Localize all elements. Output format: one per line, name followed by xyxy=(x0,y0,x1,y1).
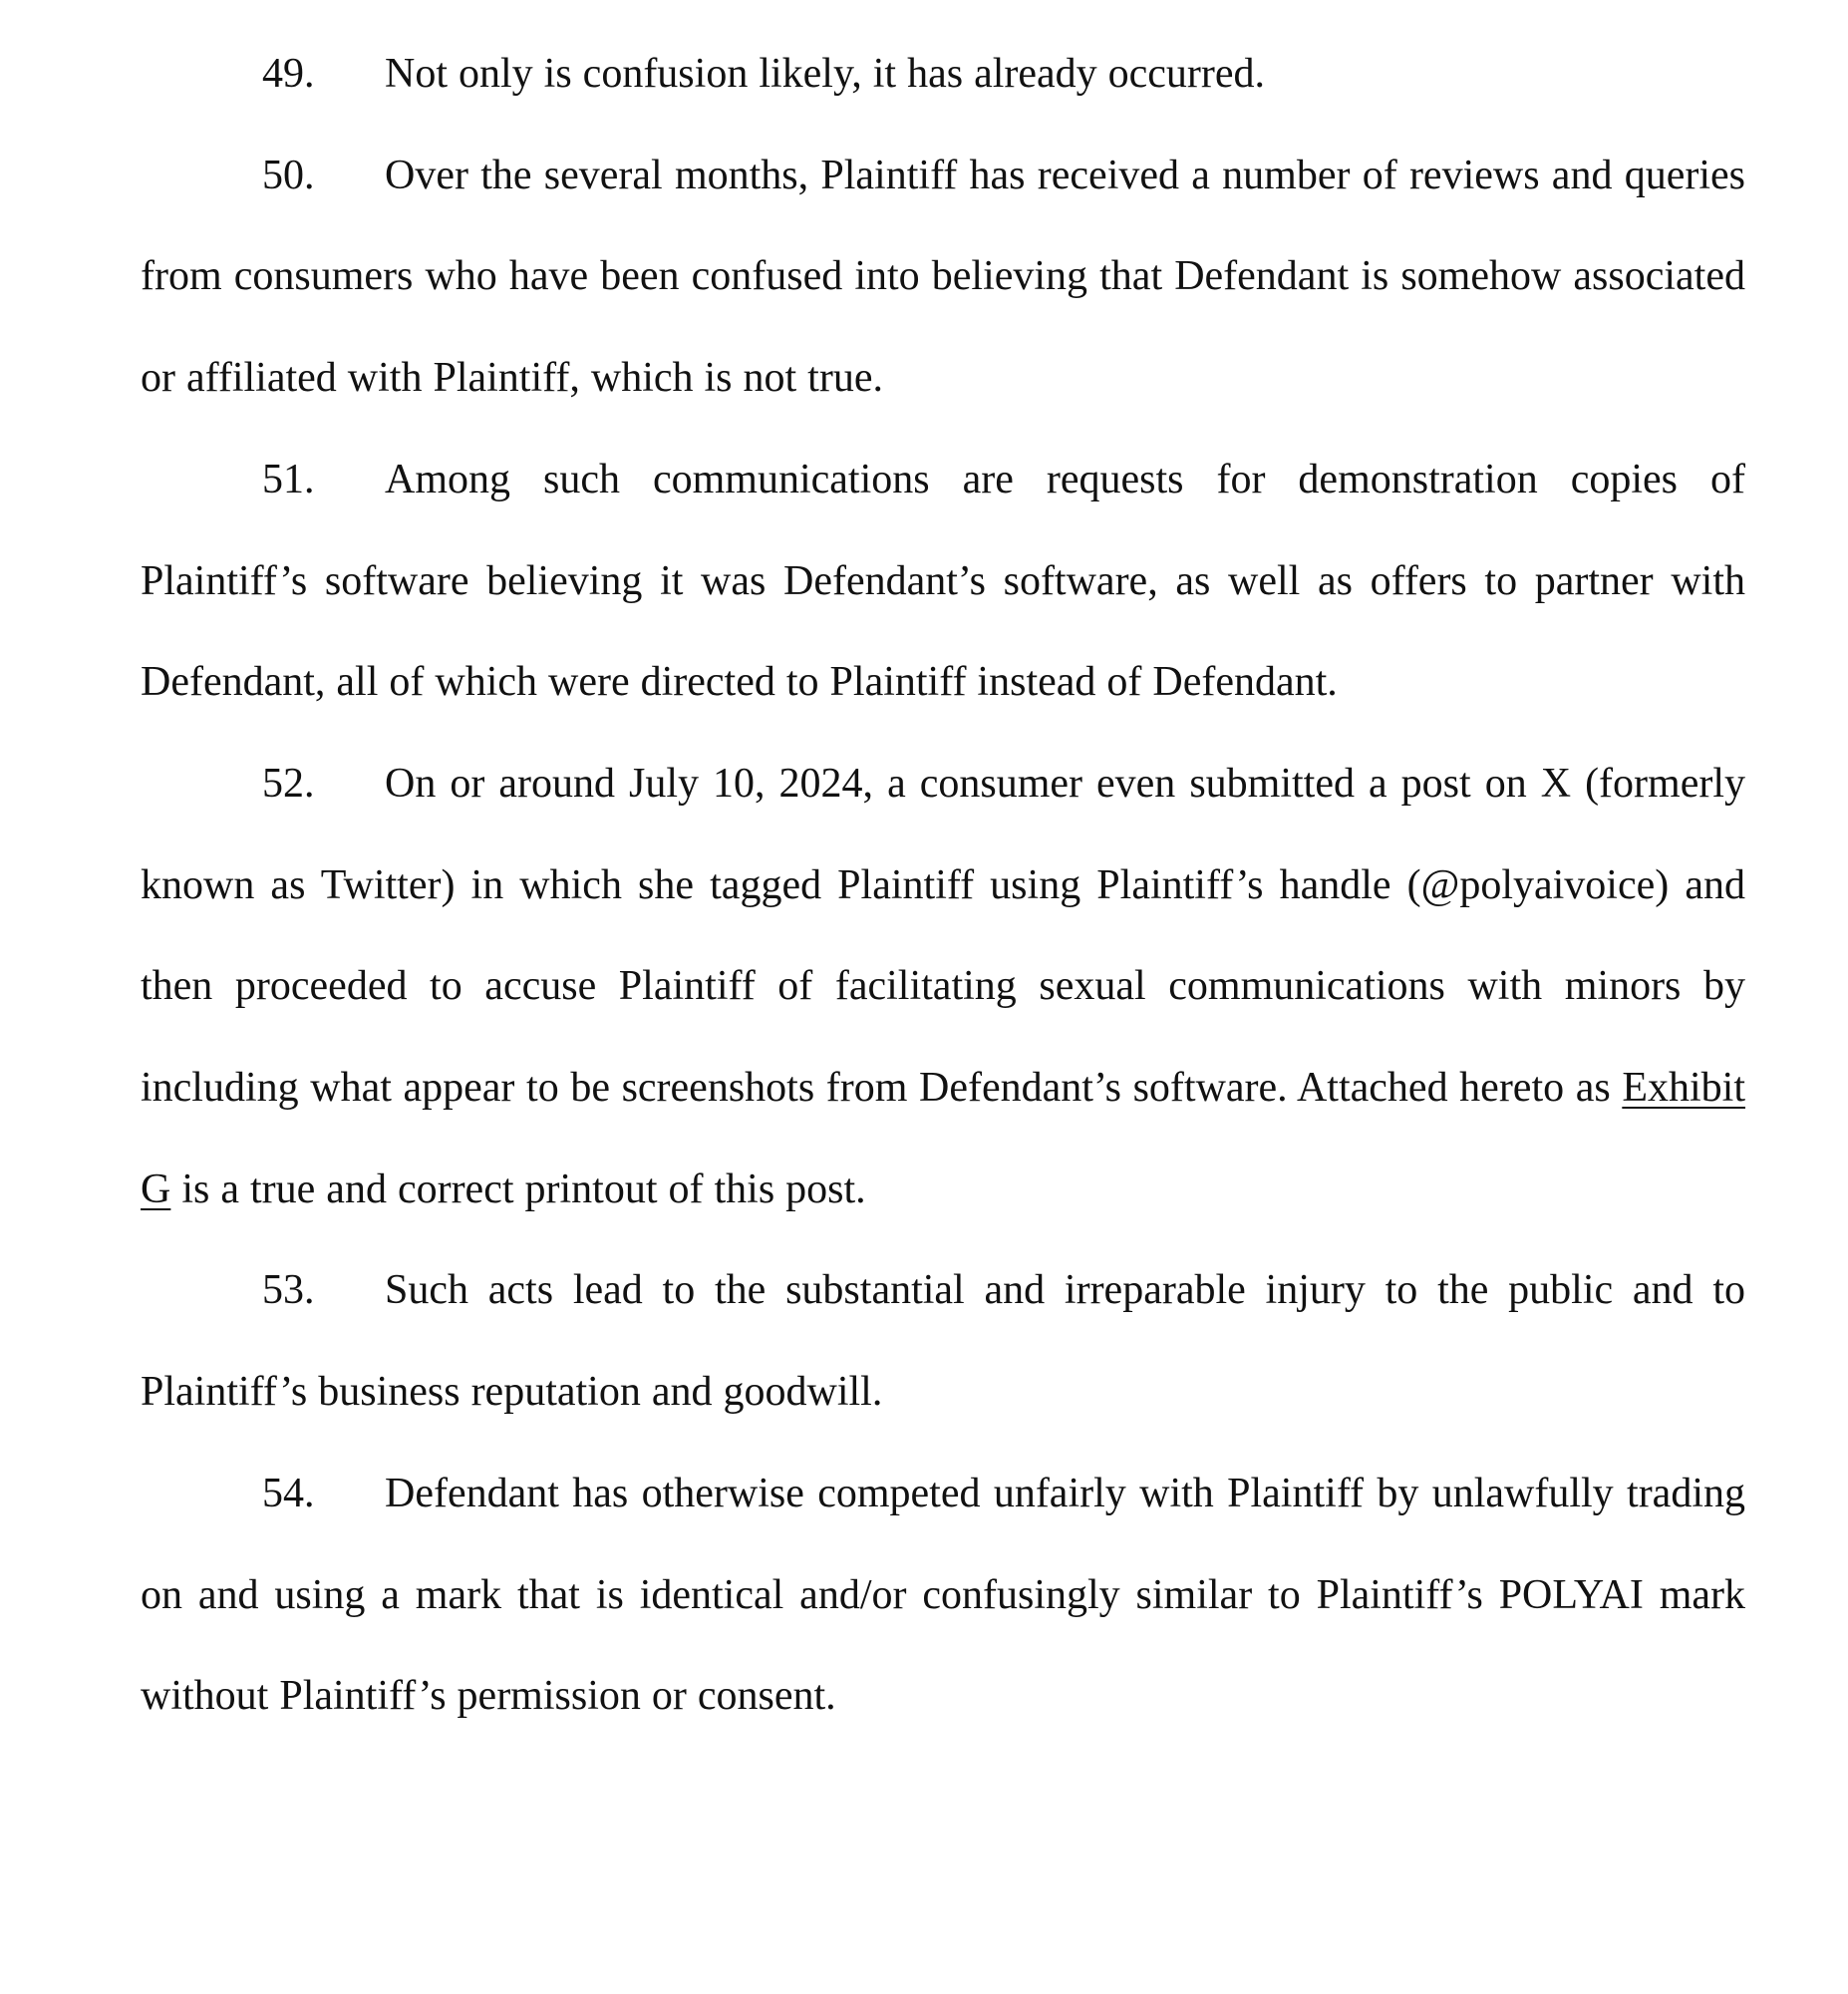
paragraph-text: Over the several months, Plaintiff has received a number of reviews and queries from consumers who have been confused into believing that Defendant is somehow associated or affiliated with Plaintiff, which is not true. xyxy=(141,152,1745,402)
paragraph-number: 52. xyxy=(262,760,315,807)
paragraph-50 xyxy=(141,126,1745,430)
paragraph-number: 51. xyxy=(262,456,315,502)
paragraph-51 xyxy=(141,430,1745,734)
paragraph-number: 49. xyxy=(262,51,315,97)
paragraph-text: Among such communications are requests for demonstration copies of Plaintiff’s software believing it was Defendant’s software, as well as offers to partner with Defendant, all of which were directed to Plaintiff instead of Defendant. xyxy=(141,456,1745,706)
paragraph-text: On or around July 10, 2024, a consumer even submitted a post on X (formerly known as Twitter) in which she tagged Plaintiff using Plaintiff’s handle (@polyaivoice) and then proceeded to accuse Plaintiff of facilitating sexual communications with minors by including what appear to be screenshots from Defendant’s software. Attached hereto as xyxy=(141,760,1745,1112)
paragraph-number: 53. xyxy=(262,1267,315,1314)
paragraph-text-continued: is a true and correct printout of this post. xyxy=(170,1165,866,1212)
paragraph-number: 50. xyxy=(262,152,315,198)
paragraph-number: 54. xyxy=(262,1470,315,1516)
paragraph-52 xyxy=(141,734,1745,1241)
paragraph-text: Defendant has otherwise competed unfairly with Plaintiff by unlawfully trading on and using a mark that is identical and/or confusingly similar to Plaintiff’s POLYAI mark without Plaintiff’s permission or consent. xyxy=(141,1470,1745,1720)
paragraph-text: Such acts lead to the substantial and irreparable injury to the public and to Plaintiff’s business reputation and goodwill. xyxy=(141,1267,1745,1416)
paragraph-54 xyxy=(141,1444,1745,1748)
paragraph-49 xyxy=(141,24,1745,126)
paragraph-text: Not only is confusion likely, it has already occurred. xyxy=(385,51,1266,97)
exhibit-reference: Exhibit G xyxy=(141,1065,1745,1212)
paragraph-53 xyxy=(141,1240,1745,1443)
